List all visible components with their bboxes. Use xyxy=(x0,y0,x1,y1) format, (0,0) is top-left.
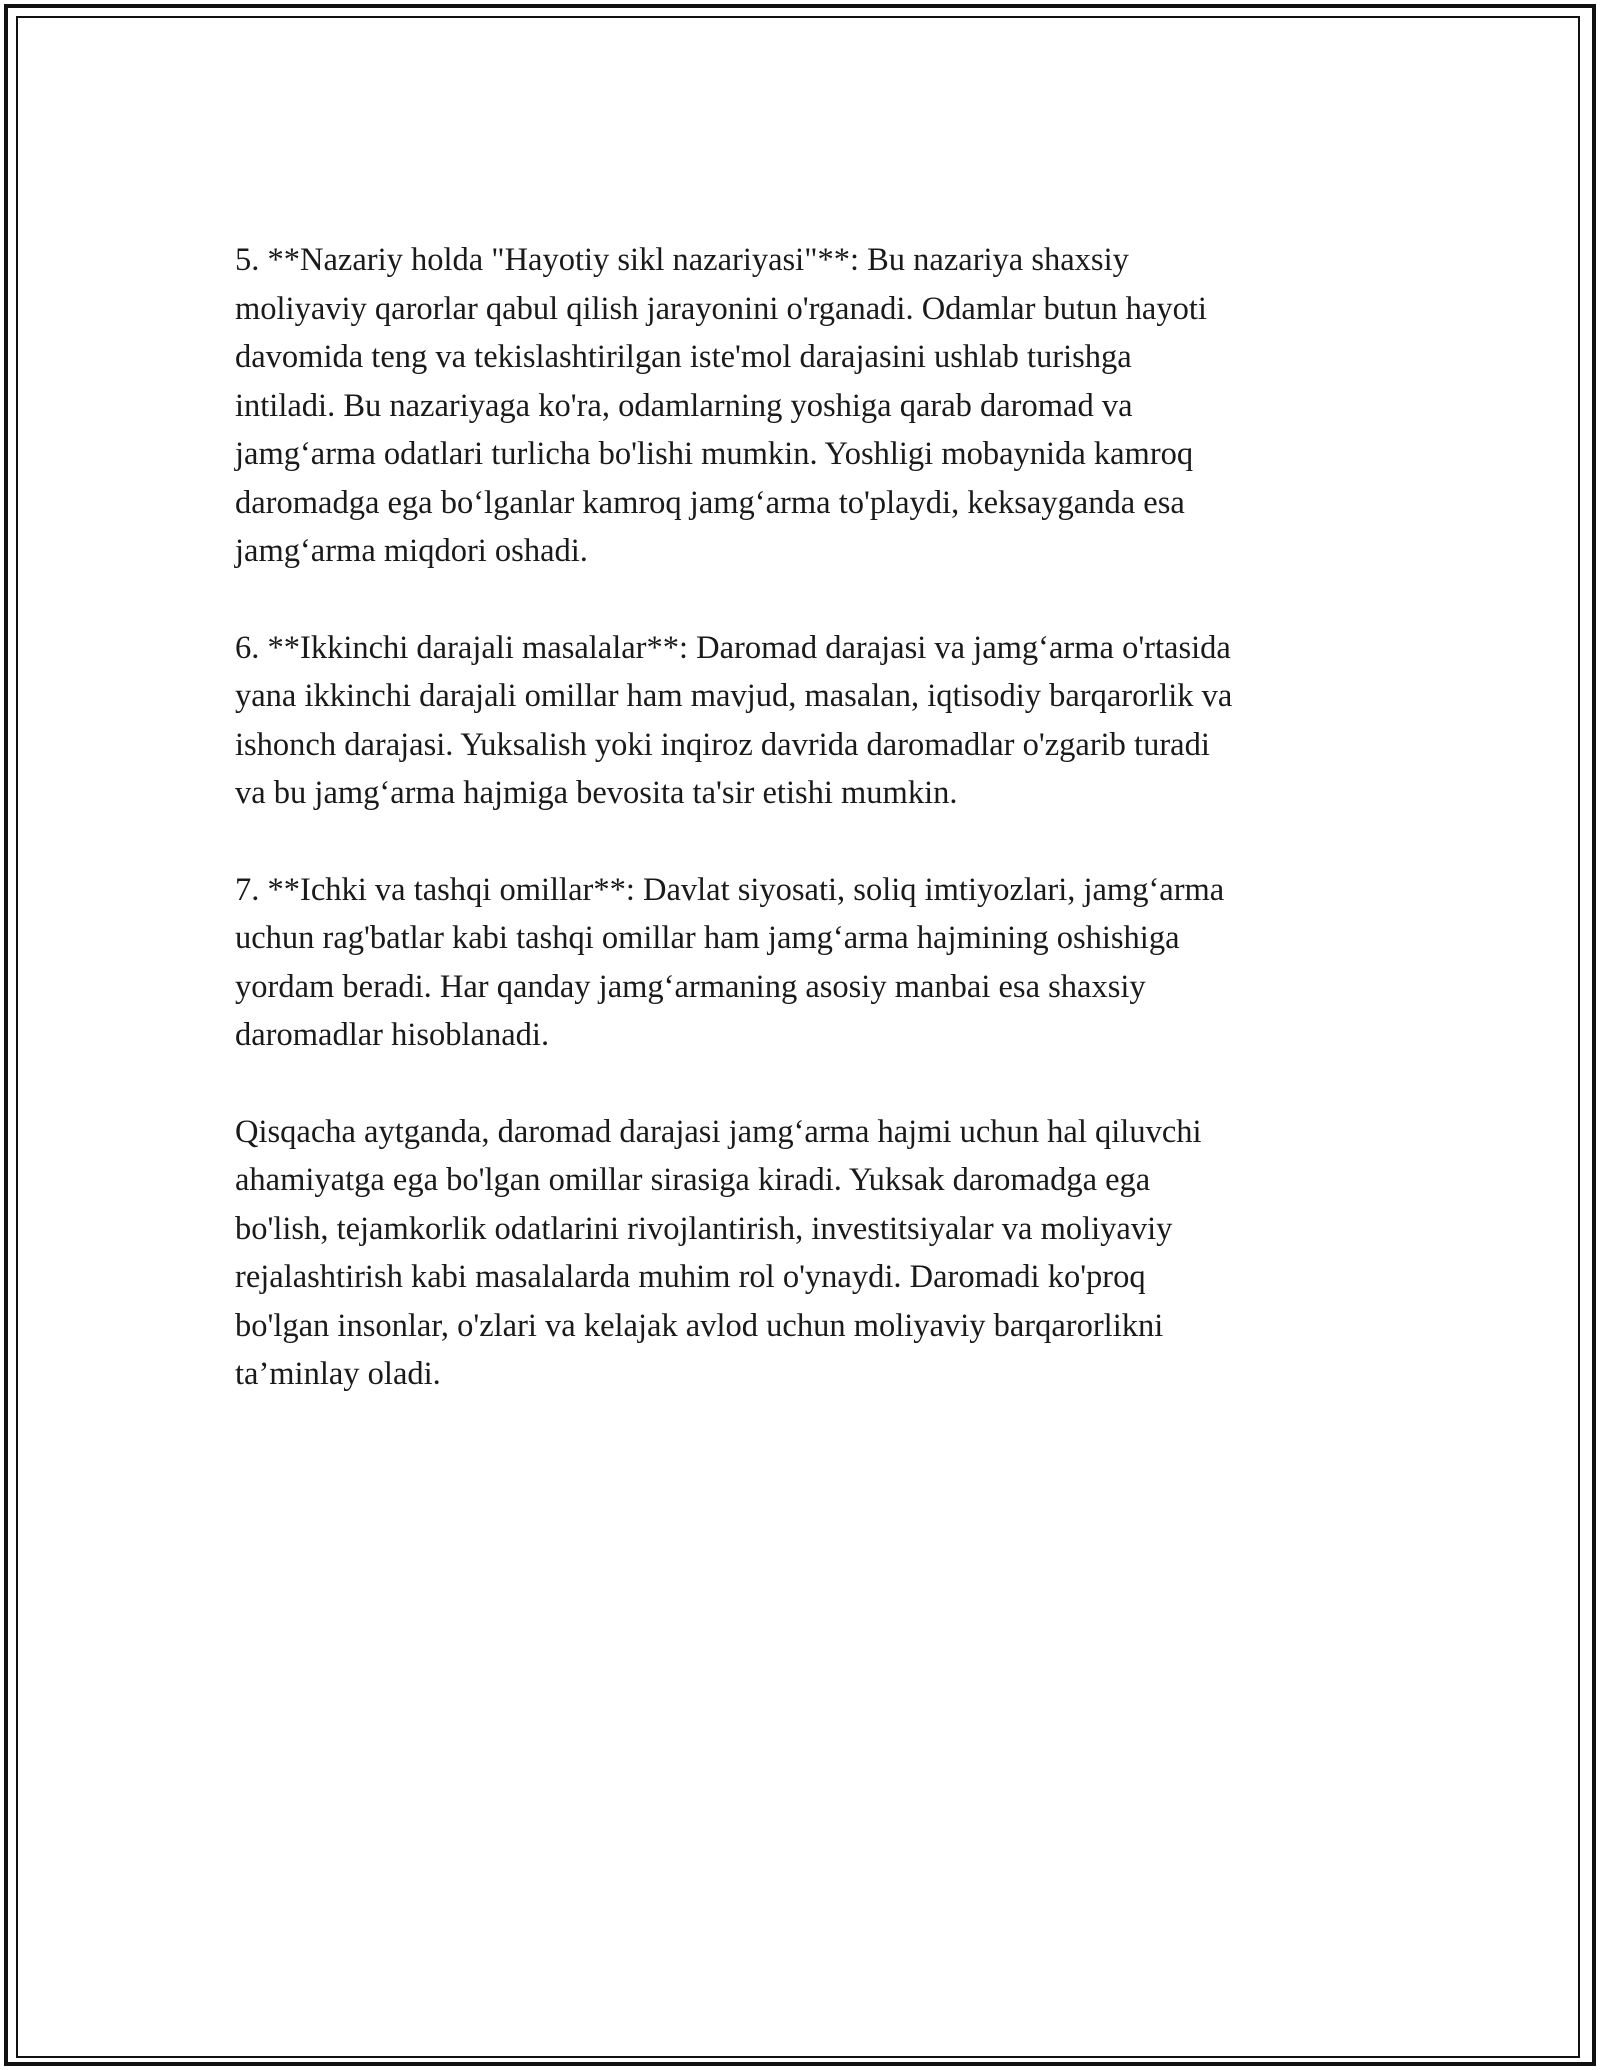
text-line: davomida teng va tekislashtirilgan iste'mol darajasini ushlab turishga xyxy=(235,339,1132,375)
paragraph-secondary-issues xyxy=(235,624,1375,818)
text-line: daromadga ega bo‘lganlar kamroq jamg‘arma to'playdi, keksayganda esa xyxy=(235,484,1185,521)
text-line: yordam beradi. Har qanday jamg‘armaning asosiy manbai esa shaxsiy xyxy=(235,968,1146,1005)
paragraph-conclusion xyxy=(235,1108,1375,1399)
text-line: uchun rag'batlar kabi tashqi omillar ham jamg‘arma hajmining oshishiga xyxy=(235,920,1180,956)
text-line: jamg‘arma miqdori oshadi. xyxy=(235,533,588,569)
text-line: intiladi. Bu nazariyaga ko'ra, odamlarning yoshiga qarab daromad va xyxy=(235,387,1133,424)
text-line: jamg‘arma odatlari turlicha bo'lishi mumkin. Yoshligi mobaynida kamroq xyxy=(235,436,1194,472)
text-line: va bu jamg‘arma hajmiga bevosita ta'sir etishi mumkin. xyxy=(235,775,958,811)
document-body xyxy=(235,236,1375,1447)
text-line: moliyaviy qarorlar qabul qilish jarayonini o'rganadi. Odamlar butun hayoti xyxy=(235,290,1207,327)
text-line: Qisqacha aytganda, daromad darajasi jamg‘arma hajmi uchun hal qiluvchi xyxy=(235,1113,1202,1150)
text-line: ahamiyatga ega bo'lgan omillar sirasiga kiradi. Yuksak daromadga ega xyxy=(235,1162,1151,1198)
text-line: rejalashtirish kabi masalalarda muhim rol o'ynaydi. Daromadi ko'proq xyxy=(235,1259,1146,1295)
text-line: daromadlar hisoblanadi. xyxy=(235,1017,550,1053)
text-line: 7. **Ichki va tashqi omillar**: Davlat siyosati, soliq imtiyozlari, jamg‘arma xyxy=(235,871,1225,908)
text-line: ishonch darajasi. Yuksalish yoki inqiroz davrida daromadlar o'zgarib turadi xyxy=(235,726,1210,763)
text-line: 5. **Nazariy holda "Hayotiy sikl nazariyasi"**: Bu nazariya shaxsiy xyxy=(235,242,1129,278)
text-line: yana ikkinchi darajali omillar ham mavjud, masalan, iqtisodiy barqarorlik va xyxy=(235,678,1233,714)
paragraph-life-cycle-theory xyxy=(235,236,1375,576)
text-line: ta’minlay oladi. xyxy=(235,1356,441,1392)
text-line: bo'lish, tejamkorlik odatlarini rivojlantirish, investitsiyalar va moliyaviy xyxy=(235,1210,1173,1247)
text-line: bo'lgan insonlar, o'zlari va kelajak avlod uchun moliyaviy barqarorlikni xyxy=(235,1307,1164,1344)
text-line: 6. **Ikkinchi darajali masalalar**: Daromad darajasi va jamg‘arma o'rtasida xyxy=(235,629,1231,666)
paragraph-internal-external-factors xyxy=(235,866,1375,1060)
